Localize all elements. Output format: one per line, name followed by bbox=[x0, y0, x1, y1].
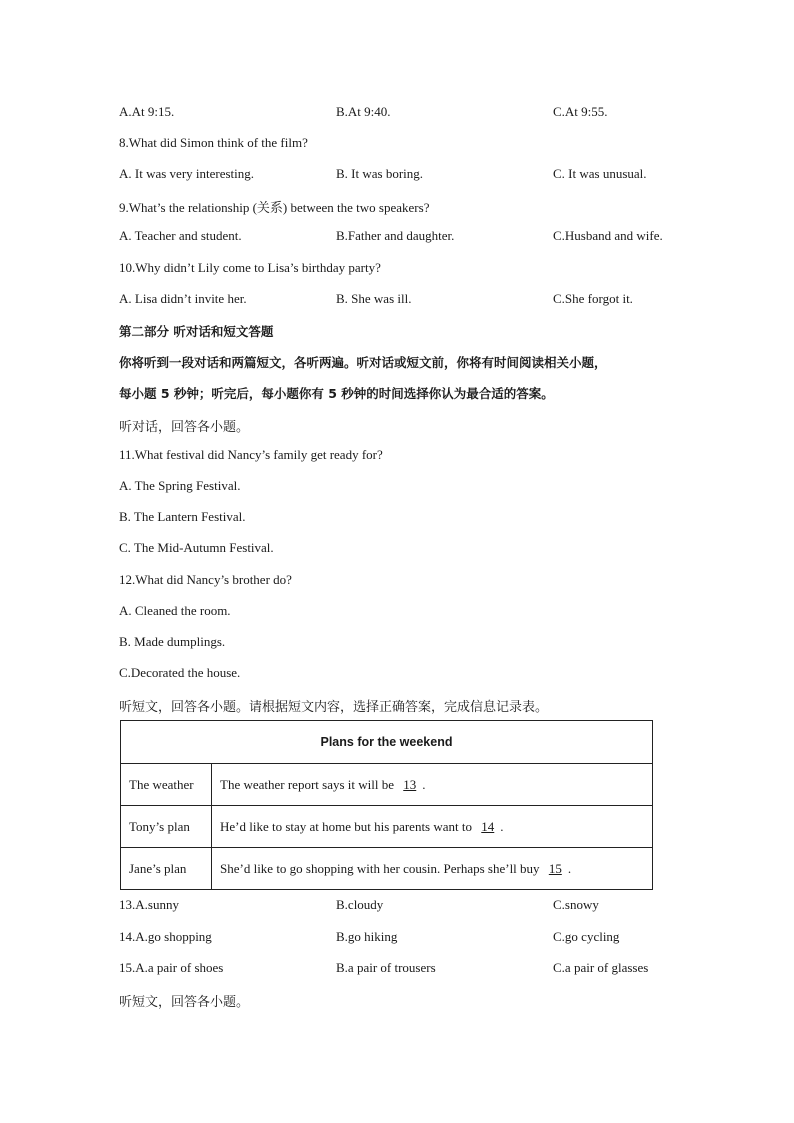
q12-option-a: A. Cleaned the room. bbox=[119, 603, 231, 618]
row-content-jane bbox=[212, 848, 653, 890]
q8-option-c: C. It was unusual. bbox=[553, 166, 647, 181]
row-text: She’d like to go shopping with her cousin. Perhaps she’ll buy bbox=[220, 860, 540, 876]
row-content-tony bbox=[212, 806, 653, 848]
q14-option-b: B.go hiking bbox=[336, 929, 398, 944]
q9-question: 9.What’s the relationship (关系) between the two speakers? bbox=[119, 200, 430, 215]
q8-question: 8.What did Simon think of the film? bbox=[119, 135, 308, 150]
blank-15: 15 bbox=[548, 860, 562, 876]
blank-14: 14 bbox=[481, 818, 495, 834]
row-text: He’d like to stay at home but his parents want to bbox=[220, 818, 473, 834]
q14-option-c: C.go cycling bbox=[553, 929, 620, 944]
part2-instruction-line2: 每小题 5 秒钟；听完后，每小题你有 5 秒钟的时间选择你认为最合适的答案。 bbox=[119, 386, 554, 401]
q12-question: 12.What did Nancy’s brother do? bbox=[119, 572, 292, 587]
table-row bbox=[121, 764, 653, 806]
table-title: Plans for the weekend bbox=[121, 721, 653, 764]
q9-option-a: A. Teacher and student. bbox=[119, 228, 242, 243]
row-end: . bbox=[500, 818, 504, 834]
row-end: . bbox=[422, 776, 426, 792]
q10-question: 10.Why didn’t Lily come to Lisa’s birthday party? bbox=[119, 260, 381, 275]
q15-option-a: 15.A.a pair of shoes bbox=[119, 960, 224, 975]
row-label-jane: Jane’s plan bbox=[121, 848, 212, 890]
q7-option-a: A.At 9:15. bbox=[119, 104, 175, 119]
dialogue-prompt: 听对话，回答各小题。 bbox=[119, 420, 250, 435]
q10-option-b: B. She was ill. bbox=[336, 291, 412, 306]
row-text: The weather report says it will be bbox=[220, 776, 394, 792]
row-end: . bbox=[567, 860, 572, 876]
q15-option-b: B.a pair of trousers bbox=[336, 960, 436, 975]
row-label-tony: Tony’s plan bbox=[121, 806, 212, 848]
q13-option-c: C.snowy bbox=[553, 897, 599, 912]
q12-option-b: B. Made dumplings. bbox=[119, 634, 226, 649]
row-label-weather: The weather bbox=[121, 764, 212, 806]
q15-option-c: C.a pair of glasses bbox=[553, 960, 649, 975]
row-content-weather bbox=[212, 764, 653, 806]
q8-option-b: B. It was boring. bbox=[336, 166, 424, 181]
table-row bbox=[121, 806, 653, 848]
q10-option-a: A. Lisa didn’t invite her. bbox=[119, 291, 247, 306]
q8-option-a: A. It was very interesting. bbox=[119, 166, 255, 181]
table-row bbox=[121, 848, 653, 890]
passage2-prompt: 听短文，回答各小题。 bbox=[119, 995, 250, 1010]
q13-option-b: B.cloudy bbox=[336, 897, 384, 912]
q7-option-b: B.At 9:40. bbox=[336, 104, 391, 119]
passage1-prompt: 听短文，回答各小题。请根据短文内容，选择正确答案，完成信息记录表。 bbox=[119, 700, 549, 715]
part2-heading: 第二部分 听对话和短文答题 bbox=[119, 324, 274, 339]
q7-option-c: C.At 9:55. bbox=[553, 104, 608, 119]
part2-instruction-line1: 你将听到一段对话和两篇短文，各听两遍。听对话或短文前，你将有时间阅读相关小题， bbox=[119, 355, 607, 370]
q14-option-a: 14.A.go shopping bbox=[119, 929, 212, 944]
weekend-plan-table bbox=[120, 720, 653, 890]
q9-option-b: B.Father and daughter. bbox=[336, 228, 455, 243]
q12-option-c: C.Decorated the house. bbox=[119, 665, 241, 680]
q11-option-c: C. The Mid-Autumn Festival. bbox=[119, 540, 274, 555]
q13-option-a: 13.A.sunny bbox=[119, 897, 179, 912]
q10-option-c: C.She forgot it. bbox=[553, 291, 633, 306]
q11-option-b: B. The Lantern Festival. bbox=[119, 509, 246, 524]
table-title-row bbox=[121, 721, 653, 764]
q9-option-c: C.Husband and wife. bbox=[553, 228, 663, 243]
blank-13: 13 bbox=[403, 776, 417, 792]
q11-option-a: A. The Spring Festival. bbox=[119, 478, 241, 493]
q11-question: 11.What festival did Nancy’s family get ready for? bbox=[119, 447, 383, 462]
